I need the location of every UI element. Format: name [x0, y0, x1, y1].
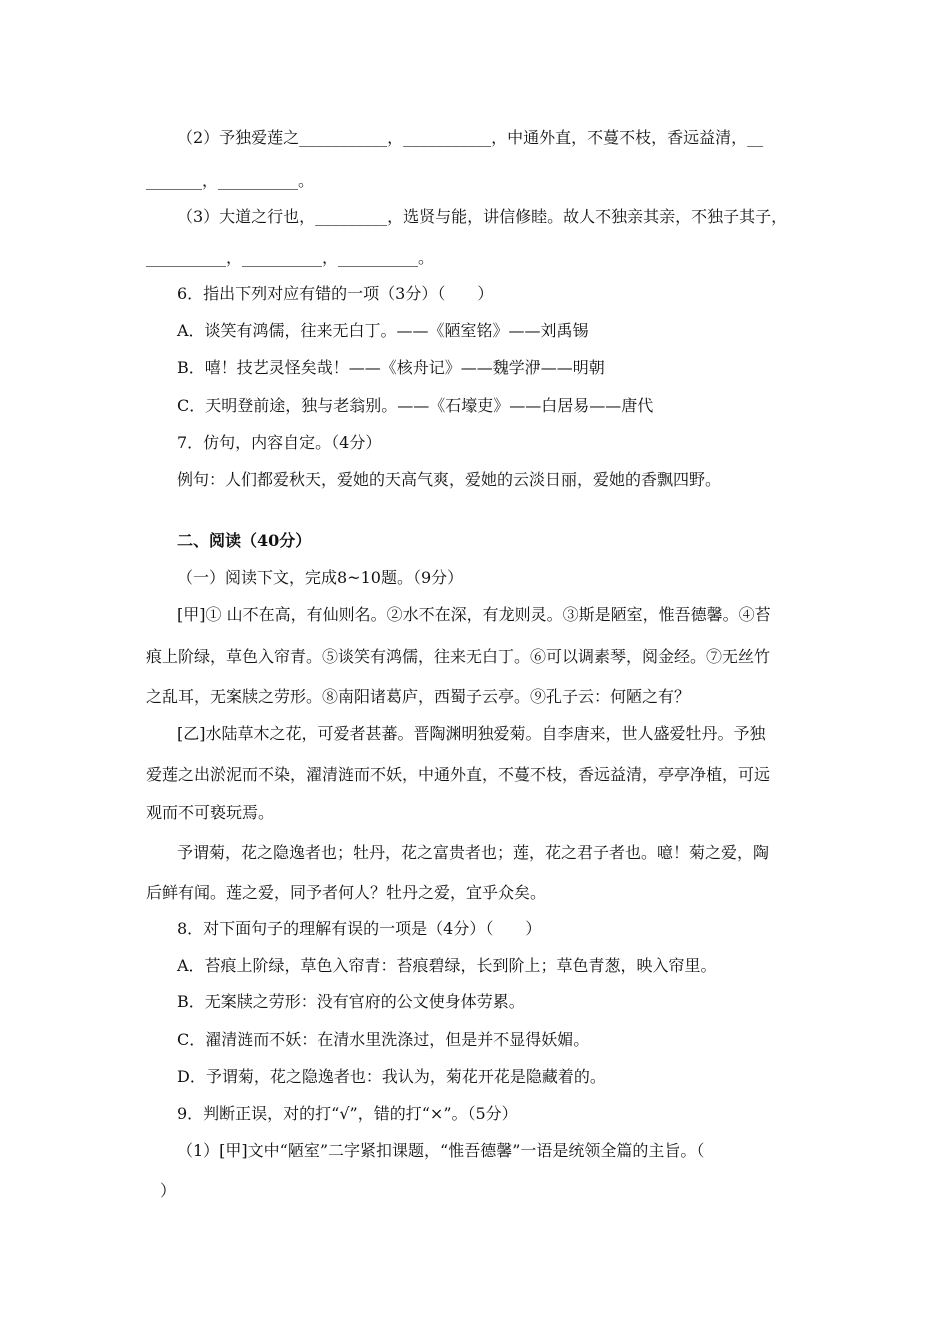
question-9-item-1-close: ）: [160, 1181, 177, 1200]
question-6-option-c: C．天明登前途，独与老翁别。——《石壕吏》——白居易——唐代: [177, 396, 654, 415]
passage-yi-line3: 观而不可亵玩焉。: [146, 803, 275, 822]
passage-jia-line2: 痕上阶绿，草色入帘青。⑤谈笑有鸿儒，往来无白丁。⑥可以调素琴，阅金经。⑦无丝竹: [146, 647, 771, 666]
question-8-option-b: B．无案牍之劳形：没有官府的公文使身体劳累。: [177, 992, 525, 1011]
question-9-item-1: （1）[甲]文中“陋室”二字紧扣课题，“惟吾德馨”一语是统领全篇的主旨。（: [177, 1141, 705, 1160]
question-6-option-b: B．嘻！技艺灵怪矣哉！——《核舟记》——魏学洢——明朝: [177, 358, 605, 377]
question-8-option-d: D．予谓菊，花之隐逸者也：我认为，菊花开花是隐藏着的。: [177, 1067, 606, 1086]
question-8: 8．对下面句子的理解有误的一项是（4分）（ ）: [177, 919, 542, 938]
passage-jia-line3: 之乱耳，无案牍之劳形。⑧南阳诸葛庐，西蜀子云亭。⑨孔子云：何陋之有？: [146, 687, 691, 706]
passage-jia-line1: [甲]① 山不在高，有仙则名。②水不在深，有龙则灵。③斯是陋室，惟吾德馨。④苔: [177, 605, 771, 624]
passage-yi-line4: 予谓菊，花之隐逸者也；牡丹，花之富贵者也；莲，花之君子者也。噫！菊之爱，陶: [177, 843, 770, 862]
question-8-option-c: C．濯清涟而不妖：在清水里洗涤过，但是并不显得妖媚。: [177, 1030, 590, 1049]
fill-blank-q3-line2: __________，__________，__________。: [146, 248, 435, 267]
fill-blank-q2-line1: （2）予独爱莲之___________，___________，中通外直，不蔓不枝，香远益清，__: [177, 128, 764, 147]
question-7-example: 例句：人们都爱秋天，爱她的天高气爽，爱她的云淡日丽，爱她的香飘四野。: [177, 470, 722, 489]
section-heading-reading: 二、阅读（40分）: [177, 531, 312, 550]
question-7: 7．仿句，内容自定。（4分）: [177, 433, 382, 452]
fill-blank-q3-line1: （3）大道之行也，_________，选贤与能，讲信修睦。故人不独亲其亲，不独子其子，: [177, 207, 788, 226]
question-9: 9．判断正误，对的打“√”，错的打“×”。（5分）: [177, 1104, 518, 1123]
question-6: 6．指出下列对应有错的一项（3分）（ ）: [177, 284, 494, 303]
question-6-option-a: A．谈笑有鸿儒，往来无白丁。——《陋室铭》——刘禹锡: [177, 321, 589, 340]
passage-yi-line2: 爱莲之出淤泥而不染，濯清涟而不妖，中通外直，不蔓不枝，香远益清，亭亭净植，可远: [146, 765, 771, 784]
fill-blank-q2-line2: _______，__________。: [146, 171, 315, 190]
passage-yi-line5: 后鲜有闻。莲之爱，同予者何人？牡丹之爱，宜乎众矣。: [146, 883, 547, 902]
reading-part-1-instructions: （一）阅读下文，完成8~10题。（9分）: [177, 568, 464, 587]
passage-yi-line1: [乙]水陆草木之花，可爱者甚蕃。晋陶渊明独爱菊。自李唐来，世人盛爱牡丹。予独: [177, 724, 766, 743]
question-8-option-a: A．苔痕上阶绿，草色入帘青：苔痕碧绿，长到阶上；草色青葱，映入帘里。: [177, 956, 717, 975]
